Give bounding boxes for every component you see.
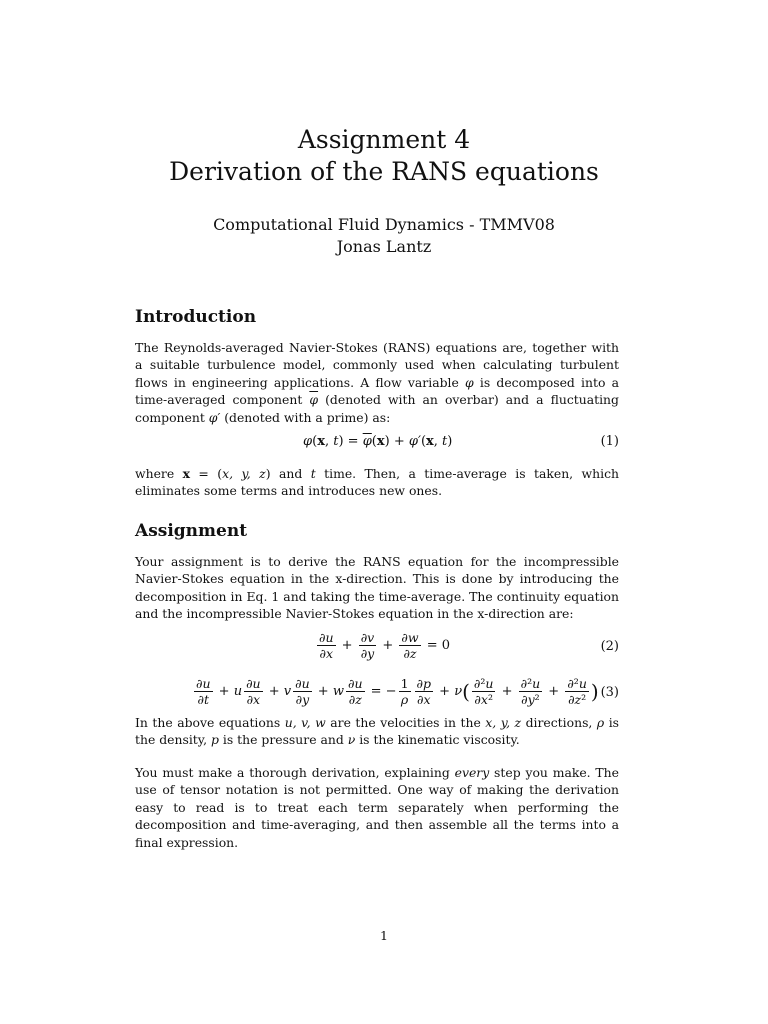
equation-1-number: (1)	[600, 434, 619, 449]
introduction-heading: Introduction	[135, 307, 257, 327]
equation-3-number: (3)	[600, 685, 619, 700]
equation-2-number: (2)	[600, 639, 619, 654]
assignment-paragraph-1: Your assignment is to derive the RANS equation for the incompressible Navier-Stokes equation in the x-direction. This is done by introducing the decomposition in Eq. 1 and taking the time-average. The continuity equation and the incompressible Navier-Stokes equation in the x-direction are:	[135, 554, 619, 622]
introduction-paragraph-2: where x = (x, y, z) and t time. Then, a time-average is taken, which eliminates some terms and introduces new ones.	[135, 466, 620, 499]
assignment-heading: Assignment	[135, 521, 248, 541]
title-line-2: Derivation of the RANS equations	[169, 157, 599, 186]
equation-2-body: $\frac{\partial u}{\partial x}$ + $\frac{\partial v}{\partial y}$ + $\frac{\partial w}{\partial z}$ = 0	[319, 630, 451, 661]
equation-1	[135, 434, 619, 464]
emphasis-every: every	[454, 765, 490, 780]
equation-1-body: φ(x, $t) = \overline{\varphi}(x) + \varphi'(x$, t)	[303, 434, 453, 449]
assignment-paragraph-2: In the above equations u, v, w are the velocities in the x, y, z directions, ρ is the density, p is the pressure and ν is the kinematic viscosity.	[135, 715, 620, 748]
author-name: Jonas Lantz	[336, 237, 432, 256]
course-name: Computational Fluid Dynamics - TMMV08	[213, 215, 555, 234]
equation-3-body: $\frac{\partial u}{\partial t}$ + u $\frac{\partial u}{\partial x}$ + v $\frac{\partial u}{\partial y}$ + w $\frac{\partial u}{\partial z}$ = − $\frac{1}{\rho}$ $\frac{\partial p}{\partial x}$ + ν( $\frac{\text{∂²u}}{\text{∂x²}}$ + $\frac{\text{∂²u}}{\text{∂y²}}$ + $\frac{\text{∂²u}}{\text{∂z²}}$ )	[196, 676, 599, 707]
equation-3	[135, 676, 619, 706]
assignment-paragraph-3: You must make a thorough derivation, explaining every step you make. The use of tensor notation is not permitted. One way of making the derivation easy to read is to treat each term separately when performing the decomposition and time-averaging, and then assemble all the terms into a final expression.	[135, 765, 619, 850]
introduction-paragraph: The Reynolds-averaged Navier-Stokes (RANS) equations are, together with a suitable turbulence model, commonly used when calculating turbulent flows in engineering applications. A flow variable φ is decomposed into a time-averaged component $\overline{\varphi}$ (denoted with an overbar) and a fluctuating component φ′ (denoted with a prime) as:	[135, 340, 620, 425]
page-number: 1	[380, 928, 388, 943]
title-line-1: Assignment 4	[297, 125, 471, 154]
equation-2	[135, 630, 619, 660]
